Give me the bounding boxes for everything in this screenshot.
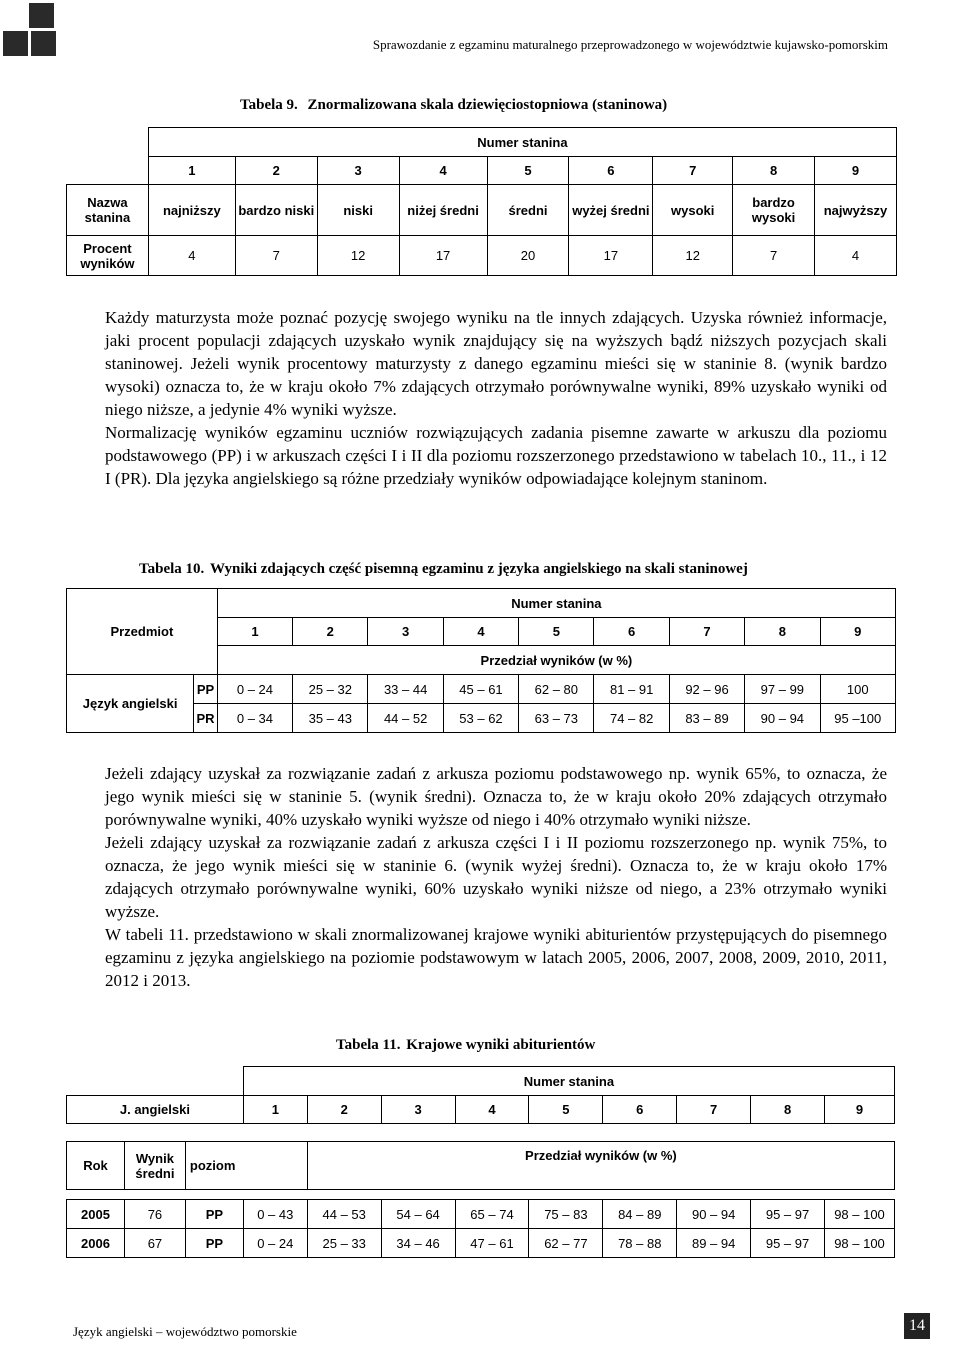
range-cell: 47 – 61	[455, 1229, 529, 1258]
paragraph: Każdy maturzysta może poznać pozycję swojego wyniku na tle innych zdających. Uzyska również informacje, jaki procent populacji zdających uzyskało wynik znajdujący się na wyższych bądź niższych pozycjach skali staninowej. Jeżeli wynik procentowy maturzysty z danego egzaminu mieści się w staninie 8. (wynik bardzo wysoki) oznacza to, że w kraju około 7% zdających otrzymało porównywalne wyniki, 89% uzyskało wyniki od niego niższe, a jedynie 4% wyniki wyższe.	[105, 308, 887, 419]
stanine-number: 4	[455, 1096, 529, 1124]
range-cell: 95 – 97	[751, 1229, 825, 1258]
stanine-name: wyżej średni	[569, 185, 653, 236]
percent-value: 4	[815, 236, 897, 276]
level-cell: PP	[185, 1200, 243, 1229]
level-label: PR	[194, 704, 217, 733]
range-cell: 0 – 24	[217, 675, 292, 704]
table9-caption	[240, 97, 667, 114]
range-cell: 100	[820, 675, 895, 704]
range-cell: 62 – 77	[529, 1229, 603, 1258]
range-cell: 44 – 52	[368, 704, 443, 733]
range-cell: 92 – 96	[669, 675, 744, 704]
range-cell: 33 – 44	[368, 675, 443, 704]
table11-stanine-row	[67, 1096, 895, 1124]
table11	[66, 1066, 895, 1258]
stanine-name: bardzo niski	[235, 185, 317, 236]
table11-title: Krajowe wyniki abiturientów	[406, 1037, 596, 1053]
range-cell: 90 – 94	[745, 704, 820, 733]
paragraph-block-1	[105, 306, 887, 490]
table11-caption	[336, 1037, 595, 1054]
stanine-number: 6	[603, 1096, 677, 1124]
range-cell: 0 – 24	[243, 1229, 307, 1258]
row-label: Procent wyników	[67, 236, 149, 276]
stanine-number: 7	[677, 1096, 751, 1124]
percent-value: 17	[569, 236, 653, 276]
stanine-number: 3	[368, 618, 443, 646]
table11-label: Tabela 11.	[336, 1037, 401, 1053]
table9-stanine-row	[67, 157, 897, 185]
year-cell: 2006	[67, 1229, 125, 1258]
range-cell: 34 – 46	[381, 1229, 455, 1258]
percent-value: 17	[399, 236, 487, 276]
stanine-number: 1	[243, 1096, 307, 1124]
stanine-number: 5	[529, 1096, 603, 1124]
percent-value: 7	[235, 236, 317, 276]
stanine-number: 6	[569, 157, 653, 185]
range-cell: 35 – 43	[293, 704, 368, 733]
stanine-number: 5	[487, 157, 569, 185]
stanine-number: 4	[443, 618, 518, 646]
range-cell: 81 – 91	[594, 675, 669, 704]
stanine-number: 9	[820, 618, 895, 646]
stanine-number: 2	[307, 1096, 381, 1124]
range-cell: 97 – 99	[745, 675, 820, 704]
row-label: Nazwa stanina	[67, 185, 149, 236]
range-cell: 62 – 80	[519, 675, 594, 704]
table9-percent-row	[67, 236, 897, 276]
stanine-name: średni	[487, 185, 569, 236]
range-cell: 0 – 43	[243, 1200, 307, 1229]
stanine-number: 1	[217, 618, 292, 646]
table10-range-header: Przedział wyników (w %)	[217, 646, 895, 675]
stanine-number: 9	[825, 1096, 895, 1124]
range-cell: 45 – 61	[443, 675, 518, 704]
stanine-number: 6	[594, 618, 669, 646]
table9	[66, 127, 897, 276]
mean-cell: 67	[124, 1229, 185, 1258]
stanine-name: wysoki	[653, 185, 733, 236]
table-row	[67, 1229, 895, 1258]
page-header: Sprawozdanie z egzaminu maturalnego przeprowadzonego w województwie kujawsko-pomorskim	[372, 37, 888, 52]
mean-cell: 76	[124, 1200, 185, 1229]
range-cell: 63 – 73	[519, 704, 594, 733]
range-cell: 83 – 89	[669, 704, 744, 733]
range-cell: 78 – 88	[603, 1229, 677, 1258]
table11-range-header: Przedział wyników (w %)	[307, 1142, 894, 1190]
paragraph: Jeżeli zdający uzyskał za rozwiązanie zadań z arkusza części I i II poziomu rozszerzonego np. wynik 75%, to oznacza, że jego wynik mieści się w staninie 6. (wynik wyżej średni). Oznacza to, że w kraju około 17% zdających otrzymało porównywalne wyniki, 60% uzyskało wyniki niższe od niego, a 23% otrzymało wyniki wyższe.	[105, 833, 887, 921]
table9-group-header: Numer stanina	[148, 128, 896, 157]
year-cell: 2005	[67, 1200, 125, 1229]
range-cell: 54 – 64	[381, 1200, 455, 1229]
table10-stanine-row	[67, 618, 896, 646]
stanine-number: 3	[381, 1096, 455, 1124]
level-label: PP	[194, 675, 217, 704]
stanine-number: 8	[733, 157, 815, 185]
page-number: 14	[904, 1313, 930, 1339]
stanine-name: bardzo wysoki	[733, 185, 815, 236]
paragraph: Normalizację wyników egzaminu uczniów rozwiązujących zadania pisemne zawarte w arkuszu dla poziomu podstawowego (PP) i w arkuszach części I i II dla poziomu rozszerzonego przedstawiono w tabelach 10., 11., i 12 I (PR). Dla języka angielskiego są różne przedziały wyników odpowiadające kolejnym staninom.	[105, 423, 887, 488]
range-cell: 95 – 97	[751, 1200, 825, 1229]
stanine-number: 7	[669, 618, 744, 646]
stanine-number: 2	[235, 157, 317, 185]
stanine-number: 9	[815, 157, 897, 185]
table11-group-header: Numer stanina	[243, 1067, 894, 1096]
percent-value: 4	[148, 236, 235, 276]
range-cell: 0 – 34	[217, 704, 292, 733]
range-cell: 84 – 89	[603, 1200, 677, 1229]
table9-label: Tabela 9.	[240, 97, 298, 113]
range-cell: 25 – 32	[293, 675, 368, 704]
percent-value: 12	[317, 236, 399, 276]
range-cell: 98 – 100	[825, 1200, 895, 1229]
stanine-name: niski	[317, 185, 399, 236]
table10-title: Wyniki zdających część pisemną egzaminu z języka angielskiego na skali staninowej	[210, 561, 748, 577]
stanine-name: niżej średni	[399, 185, 487, 236]
range-cell: 44 – 53	[307, 1200, 381, 1229]
stanine-number: 4	[399, 157, 487, 185]
range-cell: 53 – 62	[443, 704, 518, 733]
table-row	[67, 1200, 895, 1229]
table10-caption	[139, 561, 748, 578]
range-cell: 65 – 74	[455, 1200, 529, 1229]
stanine-number: 1	[148, 157, 235, 185]
logo-square	[3, 31, 28, 56]
table9-title: Znormalizowana skala dziewięciostopniowa (staninowa)	[307, 97, 668, 113]
table-row	[67, 675, 896, 704]
range-cell: 75 – 83	[529, 1200, 603, 1229]
paragraph: Jeżeli zdający uzyskał za rozwiązanie zadań z arkusza poziomu podstawowego np. wynik 65%, to oznacza, że jego wynik mieści się w staninie 5. (wynik średni). Oznacza to, że w kraju około 20% zdających otrzymało porównywalne wyniki, 40% uzyskało wyniki wyższe od niego i 40% otrzymało wyniki niższe.	[105, 764, 887, 829]
stanine-name: najwyższy	[815, 185, 897, 236]
stanine-number: 8	[745, 618, 820, 646]
range-cell: 95 –100	[820, 704, 895, 733]
column-header-year: Rok	[67, 1142, 125, 1190]
range-cell: 25 – 33	[307, 1229, 381, 1258]
stanine-number: 2	[293, 618, 368, 646]
table9-names-row	[67, 185, 897, 236]
subject-label: J. angielski	[67, 1096, 244, 1124]
table10-label: Tabela 10.	[139, 561, 205, 577]
subject-name: Język angielski	[67, 675, 194, 733]
subject-label: Przedmiot	[67, 618, 218, 646]
level-cell: PP	[185, 1229, 243, 1258]
stanine-number: 8	[751, 1096, 825, 1124]
column-header-mean: Wynik średni	[124, 1142, 185, 1190]
percent-value: 20	[487, 236, 569, 276]
stanine-number: 7	[653, 157, 733, 185]
range-cell: 98 – 100	[825, 1229, 895, 1258]
stanine-number: 5	[519, 618, 594, 646]
logo-square	[31, 31, 56, 56]
paragraph-block-2	[105, 762, 887, 992]
percent-value: 7	[733, 236, 815, 276]
range-cell: 89 – 94	[677, 1229, 751, 1258]
table10	[66, 588, 896, 733]
paragraph: W tabeli 11. przedstawiono w skali znormalizowanej krajowe wyniki abiturientów przystępujących do pisemnego egzaminu z języka angielskiego na poziomie podstawowym w latach 2005, 2006, 2007, 2008, 2009, 2010, 2011, 2012 i 2013.	[105, 925, 887, 990]
stanine-name: najniższy	[148, 185, 235, 236]
percent-value: 12	[653, 236, 733, 276]
column-header-level: poziom	[185, 1142, 307, 1190]
range-cell: 90 – 94	[677, 1200, 751, 1229]
logo-square	[29, 3, 54, 28]
range-cell: 74 – 82	[594, 704, 669, 733]
stanine-number: 3	[317, 157, 399, 185]
page-footer: Język angielski – województwo pomorskie	[73, 1324, 297, 1339]
table10-group-header: Numer stanina	[217, 589, 895, 618]
